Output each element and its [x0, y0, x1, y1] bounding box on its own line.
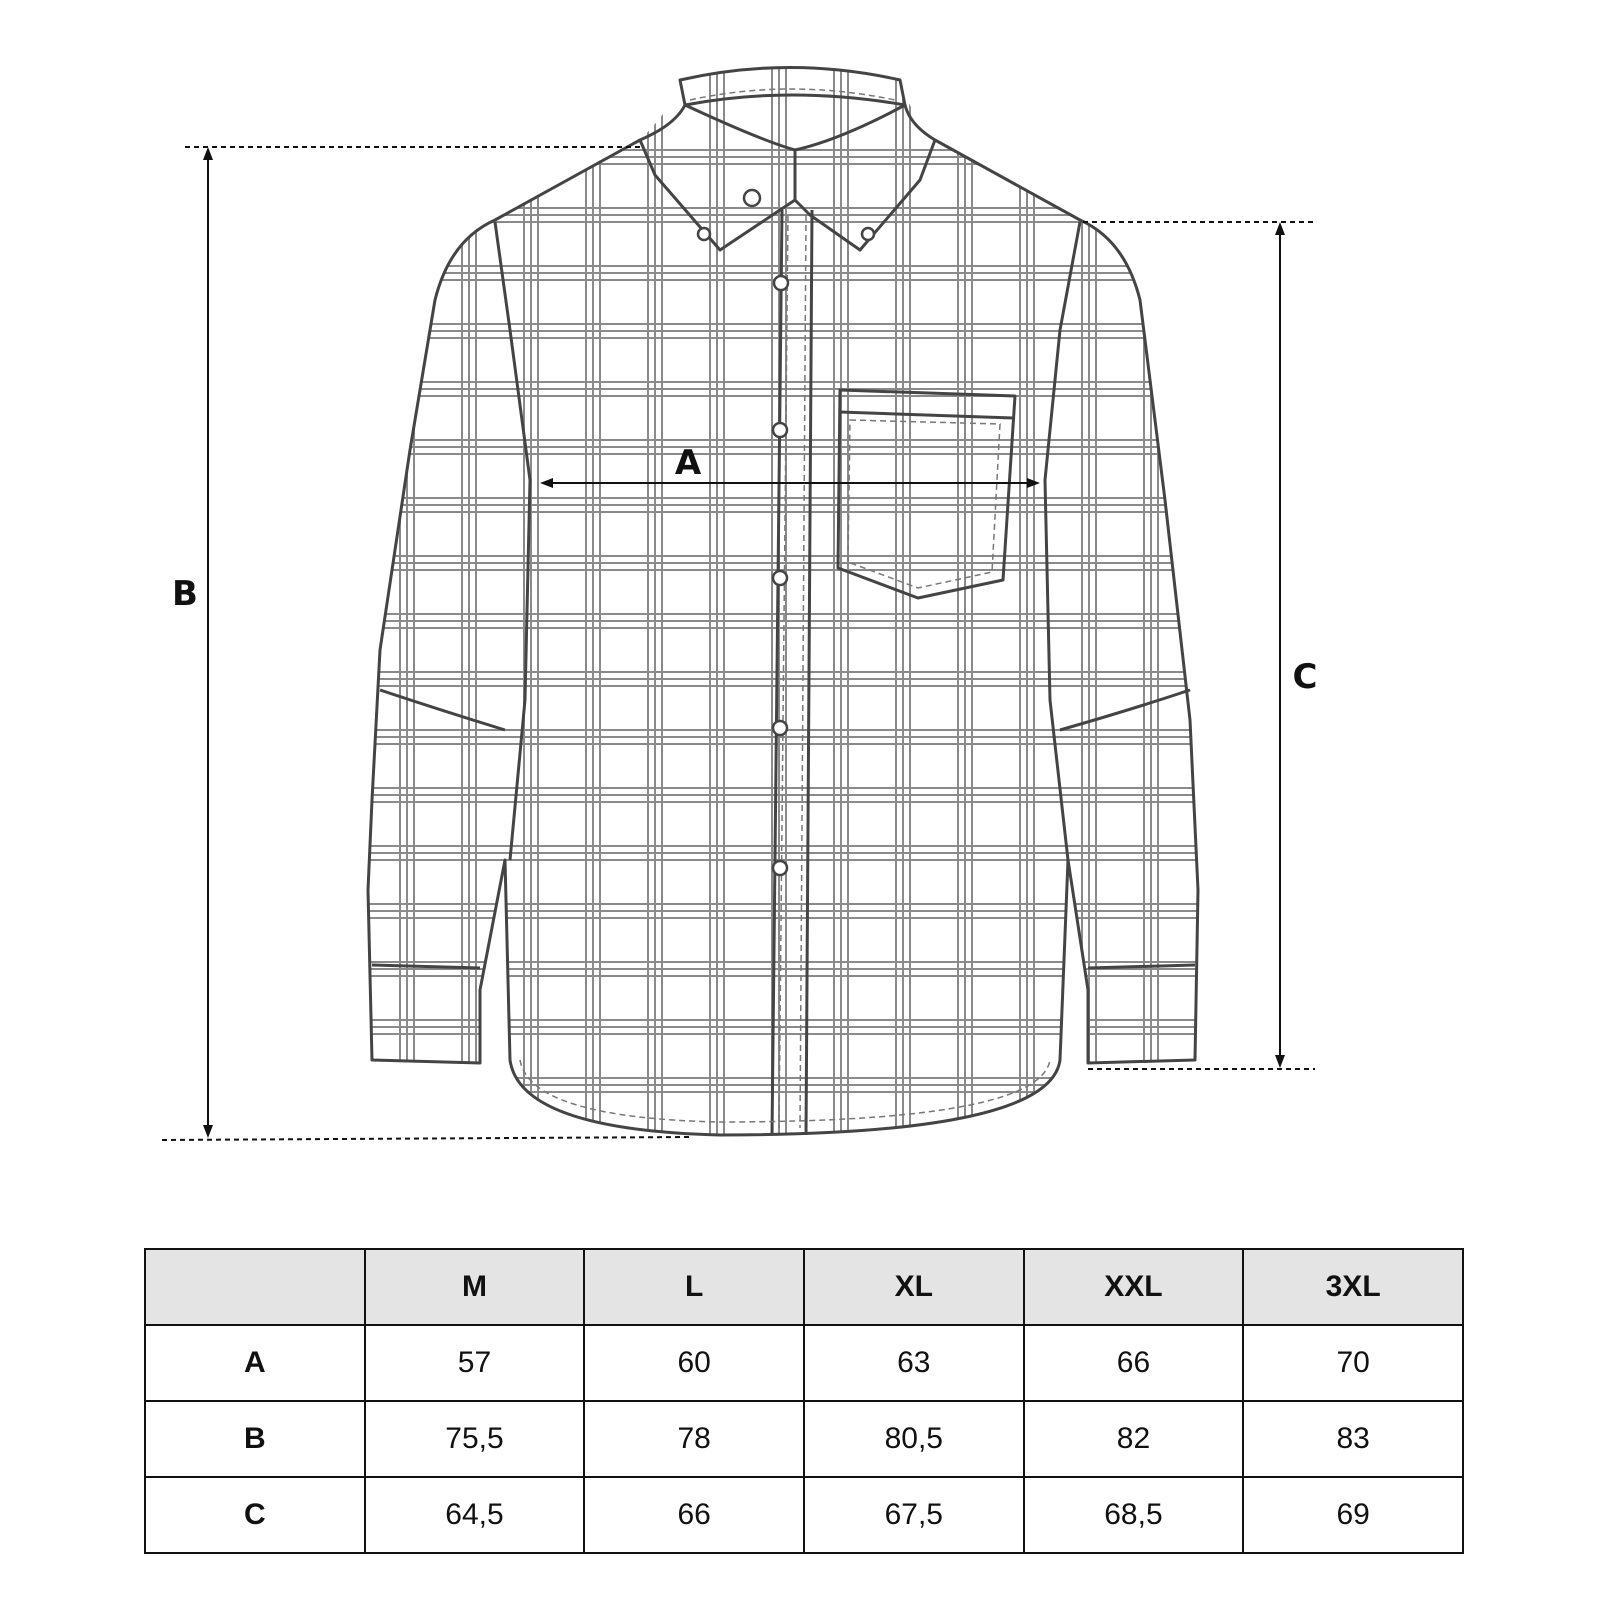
size-header-row — [145, 1249, 1463, 1325]
table-cell: 60 — [584, 1325, 804, 1401]
collar-button-right — [862, 228, 874, 240]
b-arrow-top — [203, 147, 213, 160]
b-arrow-bottom — [203, 1125, 213, 1138]
table-row — [145, 1477, 1463, 1553]
dimension-label-a: A — [674, 443, 702, 483]
shirt-outline — [368, 68, 1198, 1136]
table-cell: 69 — [1243, 1477, 1463, 1553]
row-label-c: C — [145, 1477, 365, 1553]
table-cell: 83 — [1243, 1401, 1463, 1477]
size-chart-table — [144, 1248, 1464, 1554]
collar-button-left — [698, 228, 710, 240]
table-cell: 82 — [1024, 1401, 1244, 1477]
front-button — [773, 423, 787, 437]
table-cell: 67,5 — [804, 1477, 1024, 1553]
dimension-lines — [162, 147, 1315, 1140]
dimension-arrows — [203, 147, 1285, 1138]
table-cell: 66 — [1024, 1325, 1244, 1401]
table-cell: 78 — [584, 1401, 804, 1477]
size-header-3xl: 3XL — [1243, 1249, 1463, 1325]
front-button — [773, 861, 787, 875]
size-header-xl: XL — [804, 1249, 1024, 1325]
shirt-illustration — [360, 60, 1210, 1150]
b-bottom-guide — [162, 1137, 690, 1140]
table-cell: 64,5 — [365, 1477, 585, 1553]
size-header-m: M — [365, 1249, 585, 1325]
table-corner-cell — [145, 1249, 365, 1325]
table-cell: 57 — [365, 1325, 585, 1401]
size-header-l: L — [584, 1249, 804, 1325]
c-arrow-bottom — [1275, 1055, 1285, 1068]
table-row — [145, 1401, 1463, 1477]
collar-button-center — [744, 190, 760, 206]
table-cell: 68,5 — [1024, 1477, 1244, 1553]
table-cell: 70 — [1243, 1325, 1463, 1401]
front-button — [773, 721, 787, 735]
table-cell: 75,5 — [365, 1401, 585, 1477]
size-header-xxl: XXL — [1024, 1249, 1244, 1325]
table-cell: 66 — [584, 1477, 804, 1553]
table-row — [145, 1325, 1463, 1401]
table-cell: 63 — [804, 1325, 1024, 1401]
front-button — [774, 276, 788, 290]
a-arrow-left — [540, 478, 553, 488]
table-cell: 80,5 — [804, 1401, 1024, 1477]
row-label-b: B — [145, 1401, 365, 1477]
dimension-label-b: B — [172, 574, 198, 614]
c-arrow-top — [1275, 222, 1285, 235]
dimension-label-c: C — [1292, 657, 1318, 697]
row-label-a: A — [145, 1325, 365, 1401]
front-button — [773, 571, 787, 585]
